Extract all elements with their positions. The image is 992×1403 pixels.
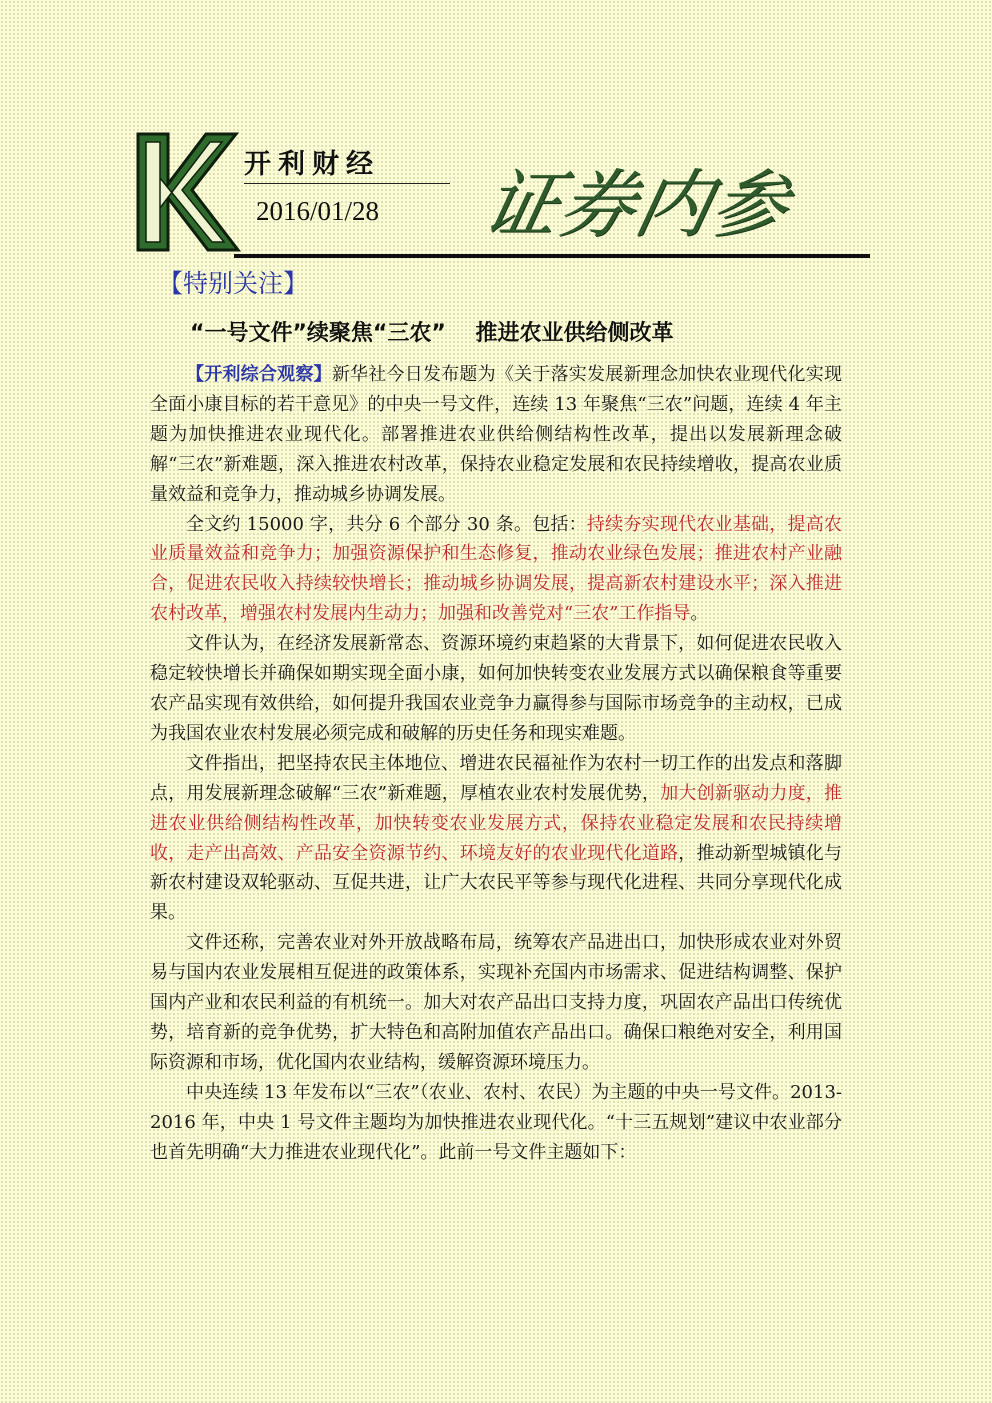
masthead-title: 证券内参 — [475, 162, 798, 248]
article-body — [150, 360, 842, 1167]
paragraph-6: 中央连续 13 年发布以“三农”（农业、农村、农民）为主题的中央一号文件。2013-2016 年，中央 1 号文件主题均为加快推进农业现代化。“十三五规划”建议中农业部分也首先明确“大力推进农业现代化”。此前一号文件主题如下： — [150, 1081, 842, 1163]
observation-tag: 【开利综合观察】 — [186, 364, 332, 385]
section-label: 【特别关注】 — [158, 269, 309, 298]
masthead-header — [0, 0, 992, 265]
paragraph-1 — [150, 360, 842, 510]
issue-date: 2016/01/28 — [256, 196, 380, 226]
paragraph-4 — [150, 749, 842, 928]
paragraph-3: 文件认为，在经济发展新常态、资源环境约束趋紧的大背景下，如何促进农民收入稳定较快增长并确保如期实现全面小康，如何加快转变农业发展方式以确保粮食等重要农产品实现有效供给，如何提升我国农业竞争力赢得参与国际市场竞争的主动权，已成为我国农业农村发展必须完成和破解的历史任务和现实难题。 — [150, 633, 842, 744]
paragraph-5: 文件还称，完善农业对外开放战略布局，统筹农产品进出口，加快形成农业对外贸易与国内农业发展相互促进的政策体系，实现补充国内市场需求、促进结构调整、保护国内产业和农民利益的有机统一。加大对农产品出口支持力度，巩固农产品出口传统优势，培育新的竞争优势，扩大特色和高附加值农产品出口。确保口粮绝对安全，利用国际资源和市场，优化国内农业结构，缓解资源环境压力。 — [150, 932, 842, 1073]
k-logo-icon — [132, 128, 242, 256]
paragraph-1-text: 新华社今日发布题为《关于落实发展新理念加快农业现代化实现全面小康目标的若干意见》的中央一号文件，连续 13 年聚焦“三农”问题，连续 4 年主题为加快推进农业现代化。部署推进农业供给侧结构性改革，提出以发展新理念破解“三农”新难题，深入推进农村改革，保持农业稳定发展和农民持续增收，提高农业质量效益和竞争力，推动城乡协调发展。 — [150, 364, 842, 505]
paragraph-2-intro: 全文约 15000 字，共分 6 个部分 30 条。包括： — [186, 513, 587, 535]
paragraph-2-highlight: 持续夯实现代农业基础，提高农业质量效益和竞争力；加强资源保护和生态修复，推动农业绿色发展；推进农村产业融合，促进农民收入持续较快增长；推动城乡协调发展，提高新农村建设水平；深入推进农村改革，增强农村发展内生动力；加强和改善党对“三农”工作指导 — [150, 513, 842, 625]
paragraph-2-end: 。 — [690, 603, 709, 625]
brand-name: 开利财经 — [244, 149, 380, 180]
paragraph-4-highlight: 加大创新驱动力度，推进农业供给侧结构性改革，加快转变农业发展方式，保持农业稳定发展和农民持续增收，走产出高效、产品安全资源节约、环境友好的农业现代化道路 — [150, 782, 843, 864]
article-title: “一号文件”续聚焦“三农” 推进农业供给侧改革 — [190, 321, 674, 346]
header-rule — [234, 254, 870, 258]
paragraph-4-intro: 文件指出，把坚持农民主体地位、增进农民福祉作为农村一切工作的出发点和落脚点，用发展新理念破解“三农”新难题，厚植农业农村发展优势， — [150, 752, 842, 804]
brand-divider — [244, 183, 450, 184]
paragraph-2 — [150, 510, 842, 630]
paragraph-4-end: ，推动新型城镇化与新农村建设双轮驱动、互促共进，让广大农民平等参与现代化进程、共同分享现代化成果。 — [150, 842, 843, 924]
